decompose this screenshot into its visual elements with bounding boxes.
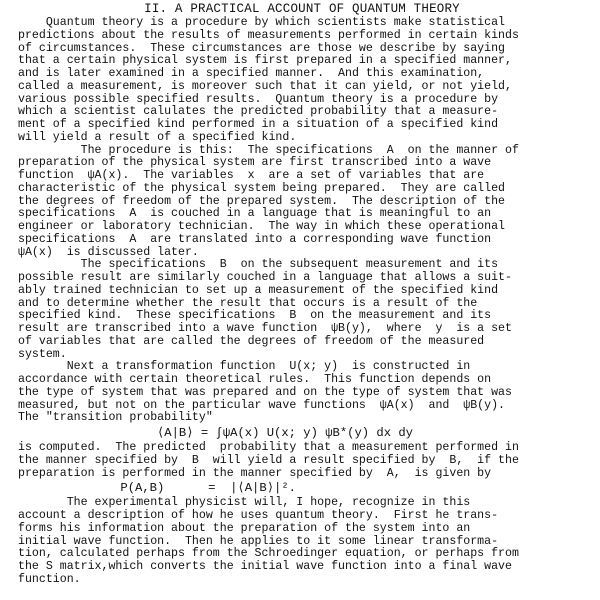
text-line: specified kind. These specifications B on the measurement and its <box>18 309 492 323</box>
text-line: account a description of how he uses quantum theory. First he trans- <box>18 509 499 522</box>
text-line: system. <box>18 347 67 361</box>
text-line: ably trained technician to set up a measurement of the specified kind <box>18 283 499 297</box>
text-line: various possible specified results. Quantum theory is a procedure by <box>18 92 499 106</box>
text-line: ψA(x) is discussed later. <box>18 245 199 259</box>
paragraph-intro <box>18 17 586 145</box>
text-line: function ψA(x). The variables x are a set of variables that are <box>18 169 485 182</box>
text-line: specifications A are translated into a corresponding wave function <box>18 232 492 246</box>
text-line: function. <box>18 572 81 586</box>
probability-formula: P(A,B) = |⟨A|B⟩|². <box>18 481 296 496</box>
text-line: and is later examined in a specified manner. And this examination, <box>18 67 485 80</box>
paragraph-transformation <box>18 361 586 425</box>
paragraph-experimental-physicist <box>18 497 586 586</box>
text-line: measured, but not on the particular wave functions ψA(x) and ψB(y). <box>18 398 506 412</box>
text-line: of variables that are called the degrees of freedom of the measured <box>18 334 485 348</box>
paragraph-procedure <box>18 145 586 260</box>
text-line: and to determine whether the result that occurs is a result of the <box>18 296 478 310</box>
text-line: characteristic of the physical system being prepared. They are called <box>18 181 506 195</box>
text-line: engineer or laboratory technician. The way in which these operational <box>18 220 506 233</box>
text-line: called a measurement, is moreover such that it can yield, or not yield, <box>18 79 512 93</box>
text-line: Next a transformation function U(x; y) is constructed in <box>18 360 471 374</box>
text-line: The specifications B on the subsequent measurement and its <box>18 258 499 272</box>
text-line: the type of system that was prepared and on the type of system that was <box>18 385 512 399</box>
text-line: which a scientist calulates the predicted probability that a measure- <box>18 105 499 119</box>
text-line: possible result are similarly couched in a language that allows a suit- <box>18 271 512 284</box>
text-line: tion, calculated perhaps from the Schroedinger equation, or perhaps from <box>18 547 519 561</box>
transition-probability-formula: ⟨A|B⟩ = ∫ψA(x) U(x; y) ψB*(y) dx dy <box>18 426 413 440</box>
paragraph-transition-probability <box>18 426 586 480</box>
text-line: The experimental physicist will, I hope, recognize in this <box>18 496 471 510</box>
text-line: Quantum theory is a procedure by which scientists make statistical <box>18 16 506 29</box>
section-title: II. A PRACTICAL ACCOUNT OF QUANTUM THEORY <box>144 2 460 16</box>
text-line: that a certain physical system is first prepared in a specified manner, <box>18 54 512 68</box>
text-line: preparation of the physical system are first transcribed into a wave <box>18 156 492 170</box>
text-line: the S matrix,which converts the initial wave function into a final wave <box>18 560 512 573</box>
text-line: predictions about the results of measurements performed in certain kinds <box>18 28 519 42</box>
paragraph-probability-formula <box>18 481 586 496</box>
text-line: The procedure is this: The specifications A on the manner of <box>18 143 519 157</box>
text-line: ment of a specified kind performed in a situation of a specified kind <box>18 118 499 131</box>
text-line: preparation is performed in the manner specified by A, is given by <box>18 466 492 480</box>
text-line: specifications A is couched in a language that is meaningful to an <box>18 207 492 221</box>
text-line: result are transcribed into a wave function ψB(y), where y is a set <box>18 322 512 335</box>
text-line: initial wave function. Then he applies to it some linear transforma- <box>18 534 499 548</box>
text-line: the degrees of freedom of the prepared system. The description of the <box>18 194 506 208</box>
text-line: will yield a result of a specified kind. <box>18 130 297 144</box>
text-line: forms his information about the preparation of the system into an <box>18 521 471 535</box>
paragraph-specifications-b <box>18 259 586 361</box>
text-line: of circumstances. These circumstances are those we describe by saying <box>18 41 506 55</box>
text-line: accordance with certain theoretical rules. This function depends on <box>18 373 492 386</box>
text-line: The "transition probability" <box>18 411 213 425</box>
text-line: the manner specified by B will yield a result specified by B, if the <box>18 453 519 467</box>
text-line: is computed. The predicted probability that a measurement performed in <box>18 441 519 454</box>
